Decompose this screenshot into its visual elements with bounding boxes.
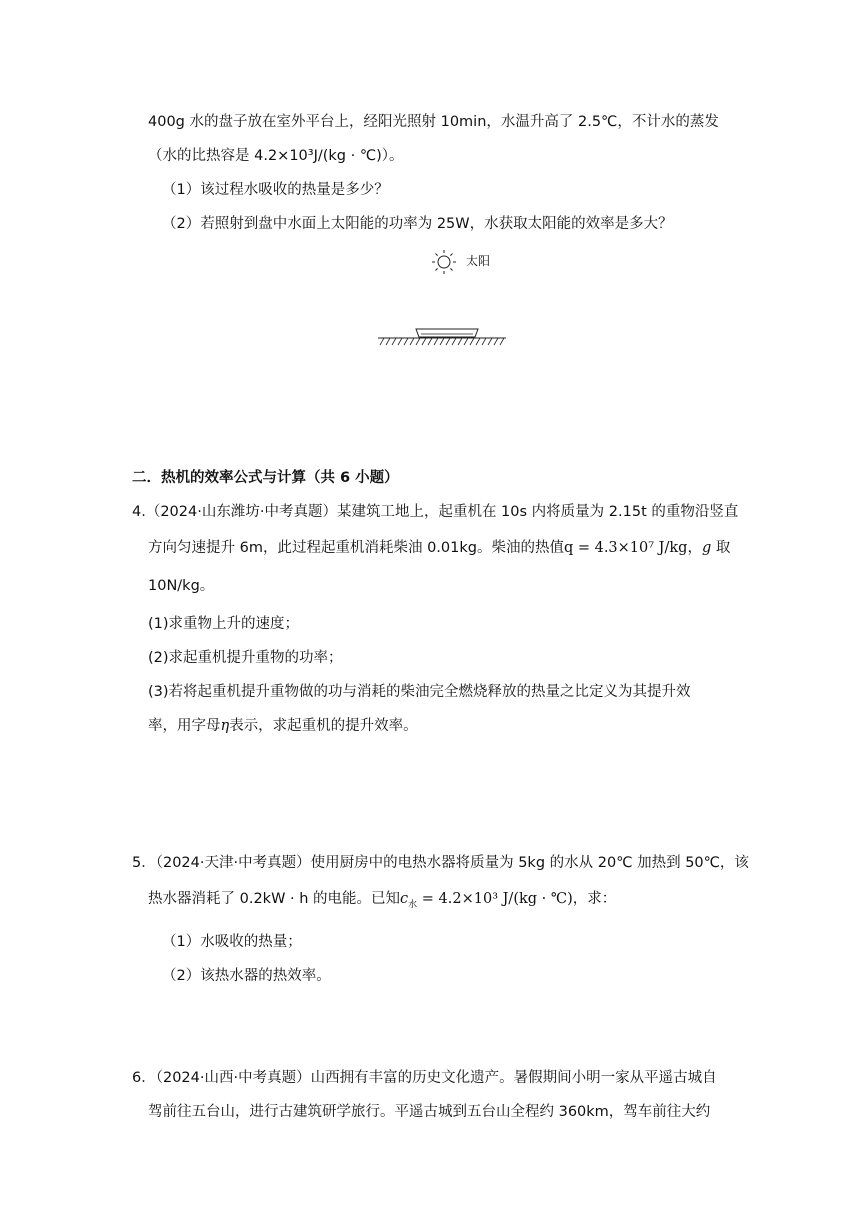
q4-sub3: (3)若将起重机提升重物做的功与消耗的柴油完全燃烧释放的热量之比定义为其提升效 [148, 684, 691, 700]
q4-line-last [148, 716, 418, 736]
q4-heat-value-formula: q = 4.3×10⁷ J/kg [563, 540, 688, 556]
plate-icon [416, 329, 478, 337]
q5-line2 [148, 889, 616, 915]
q5-line2-a: 热水器消耗了 0.2kW · h 的电能。已知 [148, 891, 401, 907]
q6-line1: 6．（2024·山西·中考真题）山西拥有丰富的历史文化遗产。暑假期间小明一家从平遥古城自 [132, 1070, 717, 1086]
q4-eta-symbol: η [220, 718, 230, 734]
q4-g-symbol: g [701, 540, 712, 556]
q4-line2-end: 取 [711, 540, 731, 556]
q3-line2: （水的比热容是 4.2×10³J/(kg · ℃)）。 [148, 148, 404, 164]
q4-sub2: (2)求起重机提升重物的功率； [148, 650, 343, 666]
q5-specific-heat-formula: = 4.2×10³ J/(kg · ℃) [417, 891, 573, 907]
q5-c-subscript: 水 [408, 899, 418, 910]
section-heading: 二．热机的效率公式与计算（共 6 小题） [132, 470, 399, 486]
q6-line2: 驾前往五台山，进行古建筑研学旅行。平遥古城到五台山全程约 360km，驾车前往大约 [148, 1104, 711, 1120]
platform-ground-icon [378, 338, 506, 345]
sun-icon [432, 250, 456, 274]
q4-line3: 10N/kg。 [148, 578, 215, 594]
q3-sub1: （1）该过程水吸收的热量是多少？ [162, 182, 389, 198]
q5-line2-b: ，求： [572, 891, 617, 907]
q4-line-last-a: 率，用字母 [148, 718, 221, 734]
q3-line1: 400g 水的盘子放在室外平台上，经阳光照射 10min，水温升高了 2.5℃，不计水的蒸发 [148, 114, 719, 130]
q5-c-symbol: c [400, 891, 409, 907]
q5-line1: 5．（2024·天津·中考真题）使用厨房中的电热水器将质量为 5kg 的水从 20℃ 加热到 50℃，该 [132, 855, 749, 871]
q4-line-last-b: 表示，求起重机的提升效率。 [229, 718, 418, 734]
q5-sub1: （1）水吸收的热量； [162, 934, 302, 950]
sun-plate-figure [372, 245, 512, 355]
q4-line2-sep: ， [687, 540, 702, 556]
q4-line2 [148, 538, 730, 558]
q5-sub2: （2）该热水器的热效率。 [162, 968, 331, 984]
sun-label: 太阳 [466, 254, 491, 268]
q4-sub1: (1)求重物上升的速度； [148, 616, 300, 632]
q4-line2-text: 方向匀速提升 6m，此过程起重机消耗柴油 0.01kg。柴油的热值 [148, 540, 564, 556]
q4-line1: 4.（2024·山东潍坊·中考真题）某建筑工地上，起重机在 10s 内将质量为 2.15t 的重物沿竖直 [132, 504, 739, 520]
q3-sub2: （2）若照射到盘中水面上太阳能的功率为 25W，水获取太阳能的效率是多大？ [162, 216, 673, 232]
